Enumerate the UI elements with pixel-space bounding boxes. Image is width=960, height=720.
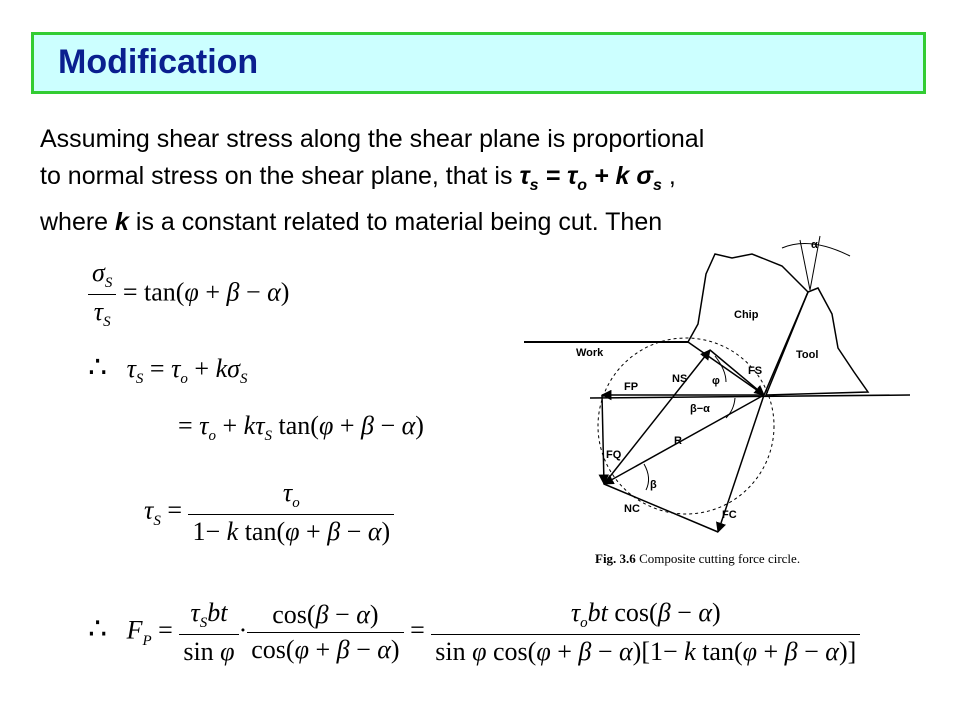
- title-banner: [31, 32, 926, 94]
- equation-4: $\tau_S$ = $\frac{\tau_o}{\text{1− k tan(φ + β − α)}}$: [144, 478, 394, 547]
- label-nc: NC: [624, 503, 640, 515]
- intro-line-2: [40, 158, 940, 204]
- cutting-force-circle-diagram: [520, 232, 920, 552]
- label-phi: φ: [712, 375, 720, 387]
- label-beta: β: [650, 479, 657, 491]
- label-chip: Chip: [734, 309, 759, 321]
- equation-1: $\frac{\sigma_S}{\tau_S}$ = tan(φ + β − α): [88, 258, 289, 331]
- label-alpha: α: [811, 239, 818, 251]
- label-r: R: [674, 435, 682, 447]
- slide-title: Modification: [58, 43, 259, 81]
- equation-5: ∴ $F_P$ = $\frac{\tau_Sbt}{\text{sin φ}}$ · $\frac{\cos(\beta - \alpha)}{\cos(\varphi + \beta - \alpha)}$ = $\frac{\tau_obt \cos(\beta - \alpha)}{\text{sin φ cos(φ + β − α)[1− k tan(φ + β − α)]}}$: [88, 598, 860, 667]
- fq-vector: [602, 395, 604, 484]
- ns-vector: [604, 350, 710, 484]
- label-fs: FS: [748, 365, 763, 377]
- label-fc: FC: [722, 509, 737, 521]
- label-beta-minus-alpha: β−α: [690, 403, 710, 415]
- figure-caption-number: Fig. 3.6: [595, 551, 636, 566]
- figure-caption: [595, 551, 800, 567]
- intro-line-3-k: k: [115, 208, 129, 236]
- intro-line-2-text: to normal stress on the shear plane, that is: [40, 162, 513, 190]
- label-fq: FQ: [606, 449, 622, 461]
- label-fp: FP: [624, 381, 639, 393]
- equation-2: ∴ $\tau_S = \tau_o + k\sigma_S$: [88, 350, 248, 388]
- intro-line-1: Assuming shear stress along the shear plane is proportional: [40, 125, 705, 153]
- nc-line: [604, 484, 718, 532]
- intro-paragraph: [40, 121, 940, 241]
- label-tool: Tool: [796, 349, 819, 361]
- intro-line-3-a: where: [40, 208, 109, 236]
- intro-line-3-b: is a constant related to material being cut. Then: [135, 208, 663, 236]
- r-vector: [604, 395, 764, 484]
- equation-3: = $\tau_o + k\tau_S$ tan(φ + β − α): [178, 411, 424, 445]
- label-work: Work: [576, 347, 604, 359]
- tool-outline: [766, 288, 868, 395]
- figure-caption-text: Composite cutting force circle.: [639, 551, 801, 566]
- intro-shear-formula: $\tau_s = \tau_o + k$ $\sigma_s$ ,: [519, 162, 676, 194]
- label-ns: NS: [672, 373, 688, 385]
